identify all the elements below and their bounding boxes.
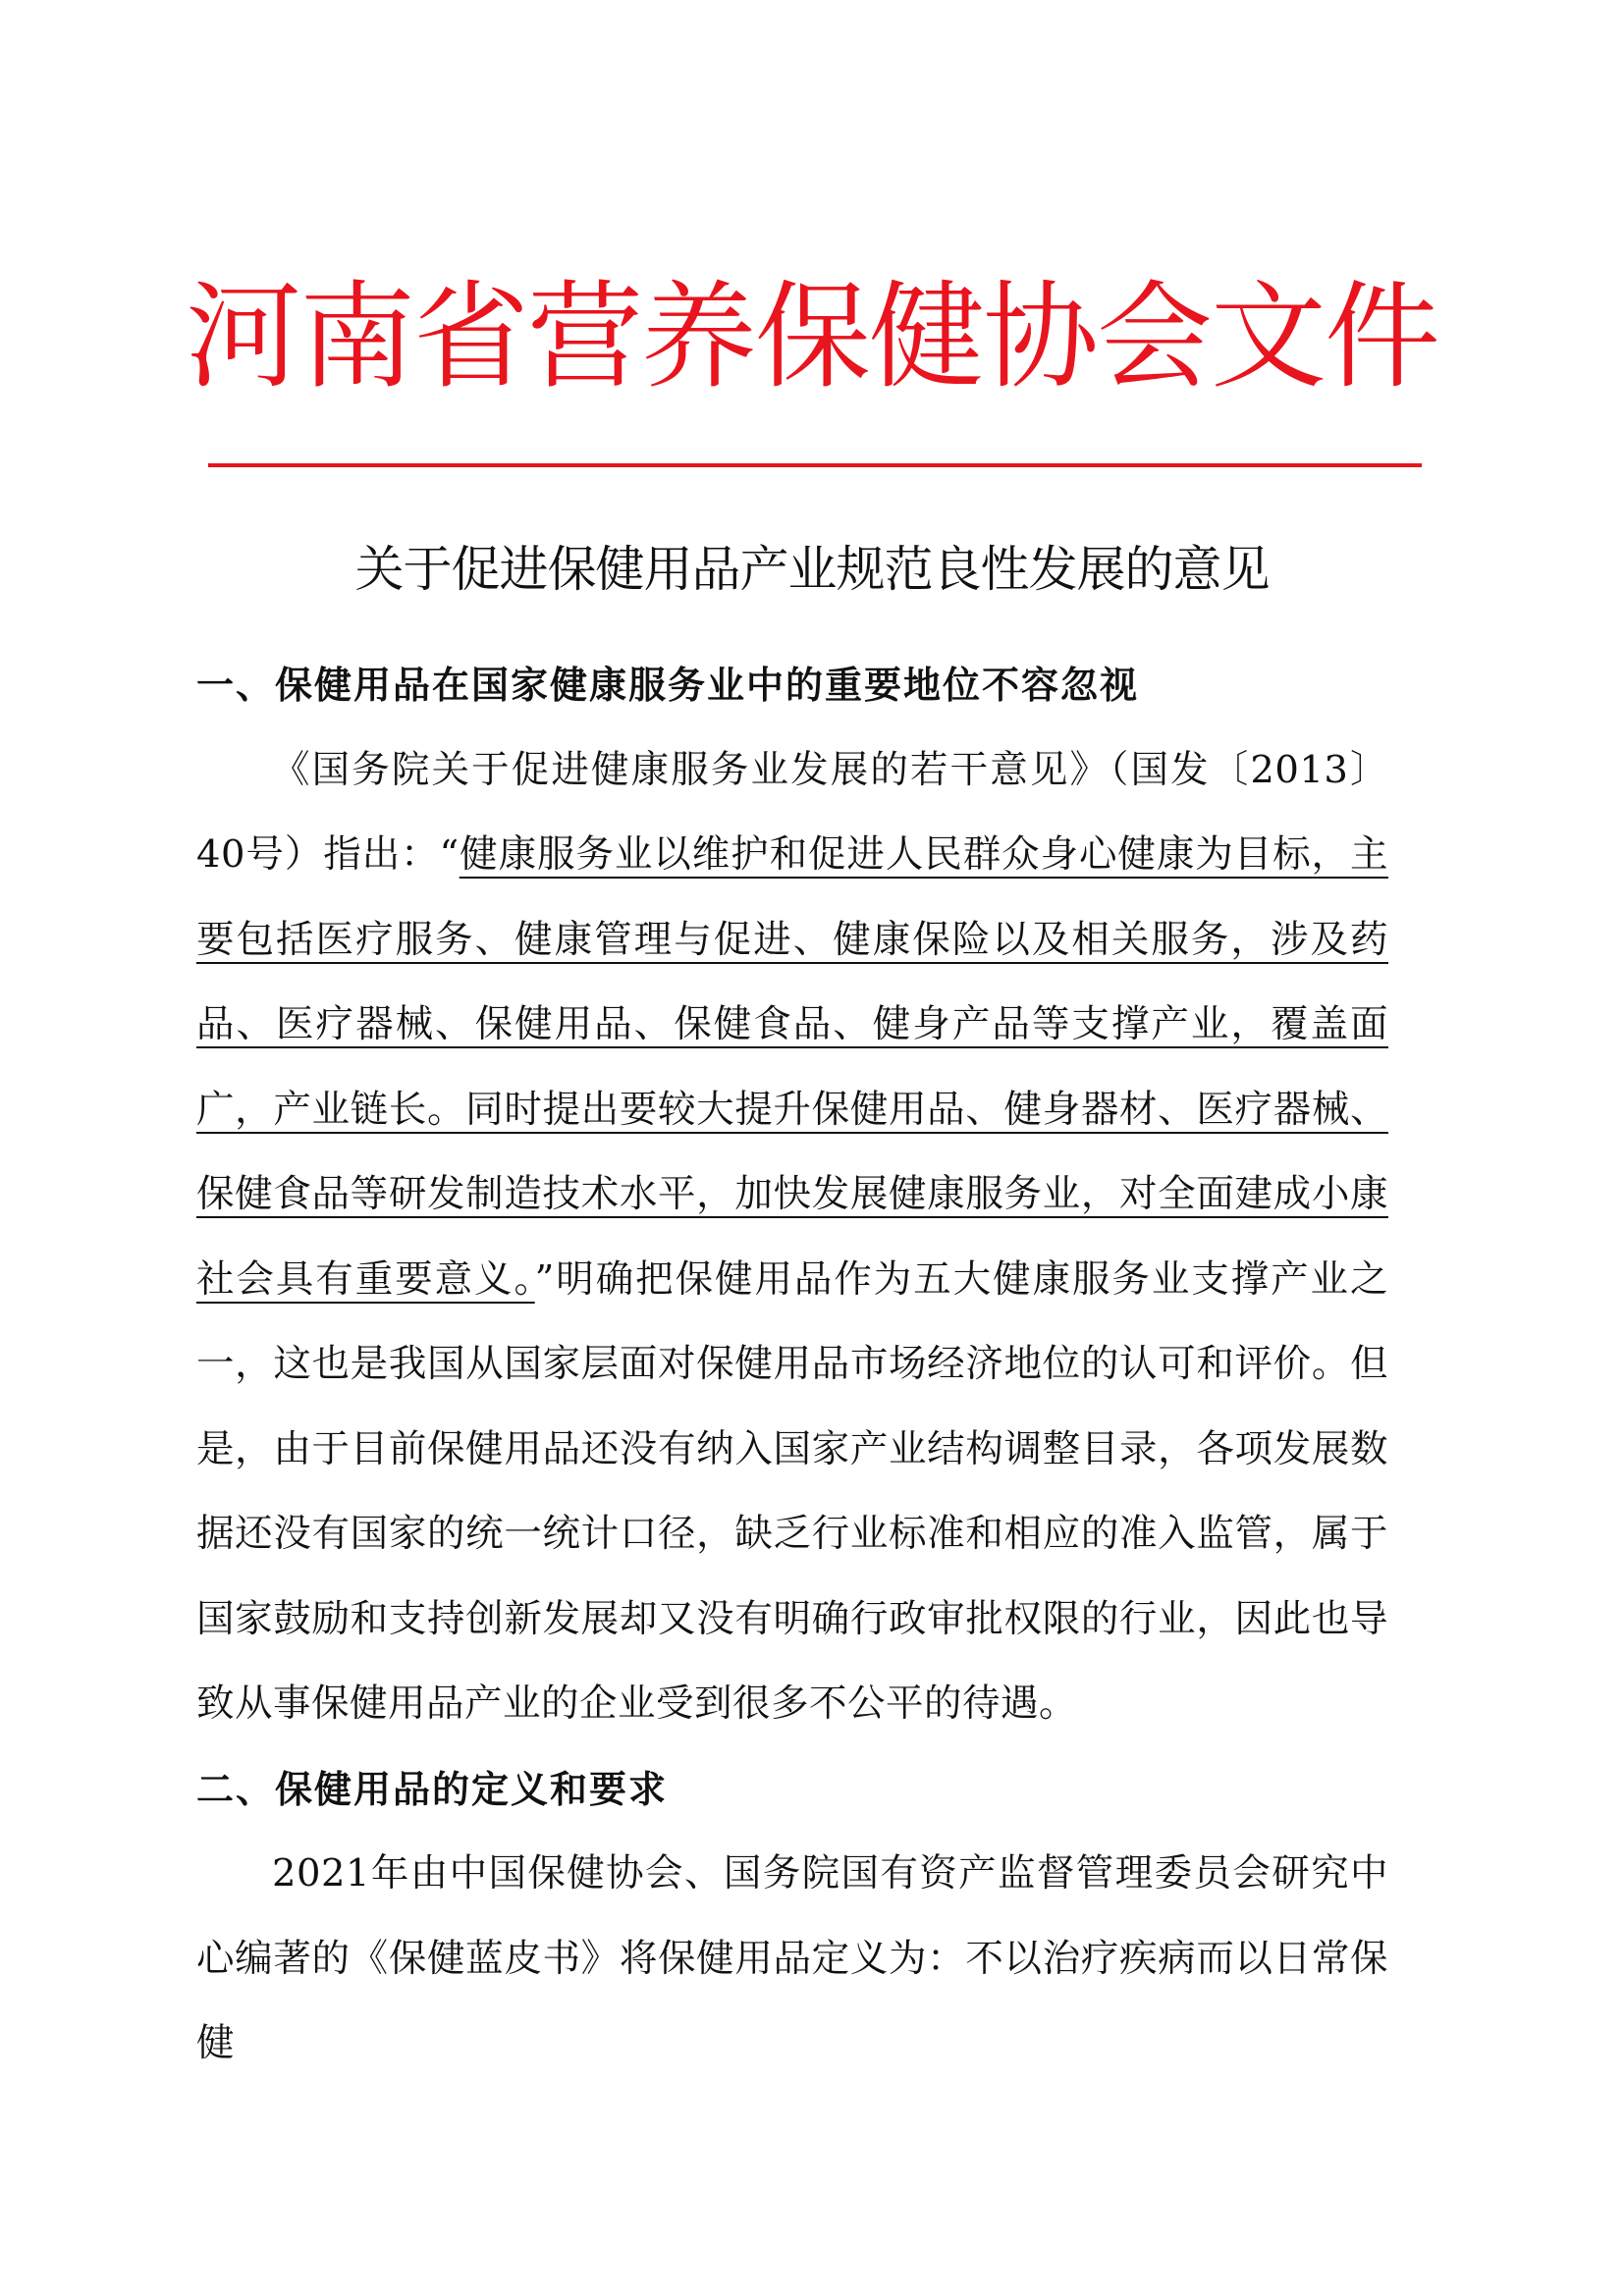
document-body [196,643,1388,2065]
org-header-title: 河南省营养保健协会文件 [185,269,1438,404]
document-title: 关于促进保健用品产业规范良性发展的意见 [354,541,1270,598]
section-heading-1: 一、保健用品在国家健康服务业中的重要地位不容忽视 [196,664,1140,707]
section-2-paragraph: 2021年由中国保健协会、国务院国有资产监督管理委员会研究中心编著的《保健蓝皮书》将保健用品定义为：不以治疗疾病而以日常保健 [196,1851,1388,2065]
paragraph-tail-text: ”明确把保健用品作为五大健康服务业支撑产业之一，这也是我国从国家层面对保健用品市场经济地位的认可和评价。但是，由于目前保健用品还没有纳入国家产业结构调整目录，各项发展数据还没有国家的统一统计口径，缺乏行业标准和相应的准入监管，属于国家鼓励和支持创新发展却又没有明确行政审批权限的行业，因此也导致从事保健用品产业的企业受到很多不公平的待遇。 [196,1256,1388,1726]
underlined-quotation: 健康服务业以维护和促进人民群众身心健康为目标，主要包括医疗服务、健康管理与促进、健康保险以及相关服务，涉及药品、医疗器械、保健用品、保健食品、健身产品等支撑产业，覆盖面广，产业链长。同时提出要较大提升保健用品、健身器材、医疗器械、保健食品等研发制造技术水平，加快发展健康服务业，对全面建成小康社会具有重要意义。 [196,832,1388,1302]
paragraph-lead-text: 《国务院关于促进健康服务业发展的若干意见》（国发〔2013〕40号）指出：“ [196,747,1388,877]
section-heading-2: 二、保健用品的定义和要求 [196,1767,669,1811]
header-red-rule [208,463,1422,467]
section-1-paragraph [196,728,1388,1747]
